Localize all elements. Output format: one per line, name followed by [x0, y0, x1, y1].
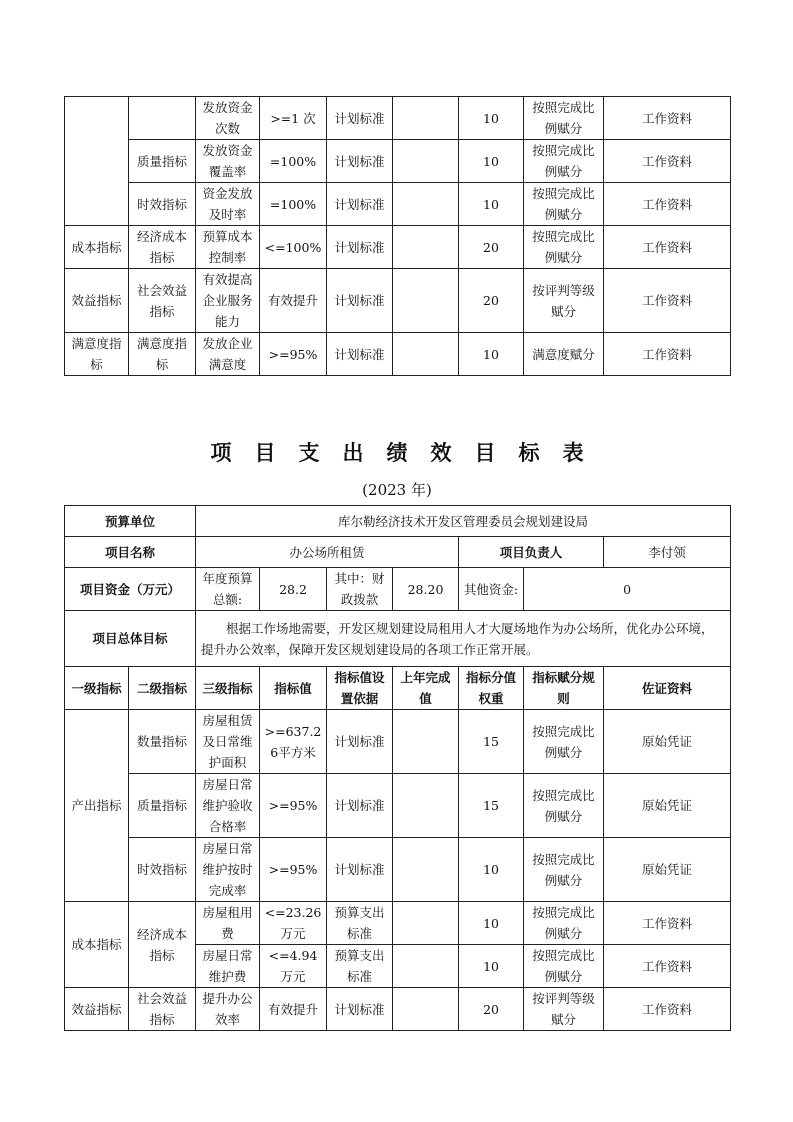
basis-cell: 计划标准 — [327, 838, 393, 902]
last-year-cell — [393, 97, 459, 140]
level3-cell: 房屋日常维护验收合格率 — [196, 774, 260, 838]
header-row — [65, 667, 731, 710]
scoring-rule-cell: 按照完成比例赋分 — [524, 97, 604, 140]
basis-cell: 计划标准 — [327, 333, 393, 376]
last-year-cell — [393, 226, 459, 269]
level2-cell: 经济成本指标 — [129, 226, 196, 269]
basis-cell: 预算支出标准 — [327, 902, 393, 945]
scoring-rule-cell: 按评判等级赋分 — [524, 988, 604, 1031]
budget-unit-value: 库尔勒经济技术开发区管理委员会规划建设局 — [196, 506, 731, 537]
header-level1: 一级指标 — [65, 667, 129, 710]
weight-cell: 10 — [459, 97, 524, 140]
budget-unit-row — [65, 506, 731, 537]
level2-cell: 质量指标 — [129, 774, 196, 838]
evidence-cell: 工作资料 — [604, 333, 731, 376]
evidence-cell: 工作资料 — [604, 902, 731, 945]
level3-cell: 预算成本控制率 — [196, 226, 260, 269]
indicator-value-cell: 有效提升 — [260, 988, 327, 1031]
table-row — [65, 774, 731, 838]
header-level2: 二级指标 — [129, 667, 196, 710]
level3-cell: 发放资金覆盖率 — [196, 140, 260, 183]
level3-cell: 房屋租用费 — [196, 902, 260, 945]
header-evidence: 佐证资料 — [604, 667, 731, 710]
scoring-rule-cell: 按照完成比例赋分 — [524, 774, 604, 838]
weight-cell: 20 — [459, 988, 524, 1031]
evidence-cell: 工作资料 — [604, 97, 731, 140]
annual-budget-label: 年度预算总额: — [196, 568, 260, 611]
evidence-cell: 工作资料 — [604, 988, 731, 1031]
indicator-value-cell: <=100% — [260, 226, 327, 269]
weight-cell: 20 — [459, 269, 524, 333]
table-row — [65, 333, 731, 376]
evidence-cell: 工作资料 — [604, 226, 731, 269]
level1-cell: 成本指标 — [65, 902, 129, 988]
level3-cell: 房屋日常维护费 — [196, 945, 260, 988]
annual-budget-value: 28.2 — [260, 568, 327, 611]
overall-goal-text: 根据工作场地需要，开发区规划建设局租用人才大厦场地作为办公场所，优化办公环境，提升办公效率，保障开发区规划建设局的各项工作正常开展。 — [201, 620, 714, 657]
indicator-value-cell: >=95% — [260, 774, 327, 838]
indicator-value-cell: >=95% — [260, 333, 327, 376]
evidence-cell: 工作资料 — [604, 183, 731, 226]
level3-cell: 发放资金次数 — [196, 97, 260, 140]
level3-cell: 提升办公效率 — [196, 988, 260, 1031]
evidence-cell: 工作资料 — [604, 945, 731, 988]
fiscal-value: 28.20 — [393, 568, 459, 611]
indicator-value-cell: =100% — [260, 183, 327, 226]
indicator-value-cell: >=95% — [260, 838, 327, 902]
weight-cell: 10 — [459, 140, 524, 183]
level3-cell: 资金发放及时率 — [196, 183, 260, 226]
level2-cell: 数量指标 — [129, 710, 196, 774]
year-label: (2023 年) — [362, 481, 432, 499]
weight-cell: 10 — [459, 333, 524, 376]
level3-cell: 房屋日常维护按时完成率 — [196, 838, 260, 902]
level1-cell: 产出指标 — [65, 710, 129, 902]
level2-cell: 社会效益指标 — [129, 988, 196, 1031]
level2-cell: 满意度指标 — [129, 333, 196, 376]
project-funds-label: 项目资金（万元） — [65, 568, 196, 611]
basis-cell: 计划标准 — [327, 97, 393, 140]
scoring-rule-cell: 按照完成比例赋分 — [524, 902, 604, 945]
level2-cell — [129, 97, 196, 140]
weight-cell: 10 — [459, 838, 524, 902]
project-name-label: 项目名称 — [65, 537, 196, 568]
last-year-cell — [393, 183, 459, 226]
last-year-cell — [393, 710, 459, 774]
last-year-cell — [393, 333, 459, 376]
table-row — [65, 97, 731, 140]
indicator-value-cell: <=23.26万元 — [260, 902, 327, 945]
indicator-value-cell: >=1 次 — [260, 97, 327, 140]
basis-cell: 计划标准 — [327, 140, 393, 183]
last-year-cell — [393, 774, 459, 838]
level2-cell: 时效指标 — [129, 838, 196, 902]
table-row — [65, 140, 731, 183]
other-funds-value: 0 — [524, 568, 731, 611]
level1-cell: 效益指标 — [65, 269, 129, 333]
other-funds-label: 其他资金: — [459, 568, 524, 611]
last-year-cell — [393, 902, 459, 945]
last-year-cell — [393, 945, 459, 988]
indicator-table-continued — [64, 96, 731, 376]
indicator-value-cell: >=637.26平方米 — [260, 710, 327, 774]
last-year-cell — [393, 140, 459, 183]
basis-cell: 计划标准 — [327, 226, 393, 269]
evidence-cell: 原始凭证 — [604, 838, 731, 902]
table-row — [65, 226, 731, 269]
level2-cell: 质量指标 — [129, 140, 196, 183]
table-row — [65, 902, 731, 945]
overall-goal-row — [65, 611, 731, 667]
basis-cell: 预算支出标准 — [327, 945, 393, 988]
weight-cell: 10 — [459, 183, 524, 226]
performance-target-table — [64, 505, 731, 1031]
fiscal-label: 其中：财政拨款 — [327, 568, 393, 611]
budget-unit-label: 预算单位 — [65, 506, 196, 537]
last-year-cell — [393, 838, 459, 902]
weight-cell: 15 — [459, 774, 524, 838]
project-name-row — [65, 537, 731, 568]
last-year-cell — [393, 269, 459, 333]
table-row — [65, 838, 731, 902]
scoring-rule-cell: 按照完成比例赋分 — [524, 710, 604, 774]
level1-cell: 满意度指标 — [65, 333, 129, 376]
project-funds-row — [65, 568, 731, 611]
scoring-rule-cell: 按照完成比例赋分 — [524, 838, 604, 902]
weight-cell: 20 — [459, 226, 524, 269]
level3-cell: 有效提高企业服务能力 — [196, 269, 260, 333]
scoring-rule-cell: 按照完成比例赋分 — [524, 183, 604, 226]
weight-cell: 10 — [459, 902, 524, 945]
level1-cell — [65, 97, 129, 226]
weight-cell: 10 — [459, 945, 524, 988]
project-leader-value: 李付领 — [604, 537, 731, 568]
indicator-value-cell: <=4.94万元 — [260, 945, 327, 988]
header-last-year: 上年完成值 — [393, 667, 459, 710]
basis-cell: 计划标准 — [327, 710, 393, 774]
indicator-value-cell: =100% — [260, 140, 327, 183]
level1-cell: 效益指标 — [65, 988, 129, 1031]
header-indicator-value: 指标值 — [260, 667, 327, 710]
basis-cell: 计划标准 — [327, 269, 393, 333]
evidence-cell: 原始凭证 — [604, 774, 731, 838]
table-row — [65, 988, 731, 1031]
evidence-cell: 原始凭证 — [604, 710, 731, 774]
level1-cell: 成本指标 — [65, 226, 129, 269]
header-weight: 指标分值权重 — [459, 667, 524, 710]
level3-cell: 发放企业满意度 — [196, 333, 260, 376]
header-level3: 三级指标 — [196, 667, 260, 710]
level2-cell: 经济成本指标 — [129, 902, 196, 988]
indicator-value-cell: 有效提升 — [260, 269, 327, 333]
scoring-rule-cell: 按照完成比例赋分 — [524, 140, 604, 183]
header-scoring-rule: 指标赋分规则 — [524, 667, 604, 710]
table-row — [65, 710, 731, 774]
overall-goal-cell — [196, 611, 731, 667]
basis-cell: 计划标准 — [327, 988, 393, 1031]
page-title: 项目支出绩效目标表 — [210, 441, 607, 465]
level2-cell: 社会效益指标 — [129, 269, 196, 333]
scoring-rule-cell: 按照完成比例赋分 — [524, 945, 604, 988]
level3-cell: 房屋租赁及日常维护面积 — [196, 710, 260, 774]
overall-goal-label: 项目总体目标 — [65, 611, 196, 667]
level2-cell: 时效指标 — [129, 183, 196, 226]
basis-cell: 计划标准 — [327, 183, 393, 226]
project-name-value: 办公场所租赁 — [196, 537, 459, 568]
last-year-cell — [393, 988, 459, 1031]
scoring-rule-cell: 按照完成比例赋分 — [524, 226, 604, 269]
header-basis: 指标值设置依据 — [327, 667, 393, 710]
project-leader-label: 项目负责人 — [459, 537, 604, 568]
weight-cell: 15 — [459, 710, 524, 774]
evidence-cell: 工作资料 — [604, 140, 731, 183]
basis-cell: 计划标准 — [327, 774, 393, 838]
table-row — [65, 183, 731, 226]
evidence-cell: 工作资料 — [604, 269, 731, 333]
scoring-rule-cell: 满意度赋分 — [524, 333, 604, 376]
table-row — [65, 269, 731, 333]
scoring-rule-cell: 按评判等级赋分 — [524, 269, 604, 333]
